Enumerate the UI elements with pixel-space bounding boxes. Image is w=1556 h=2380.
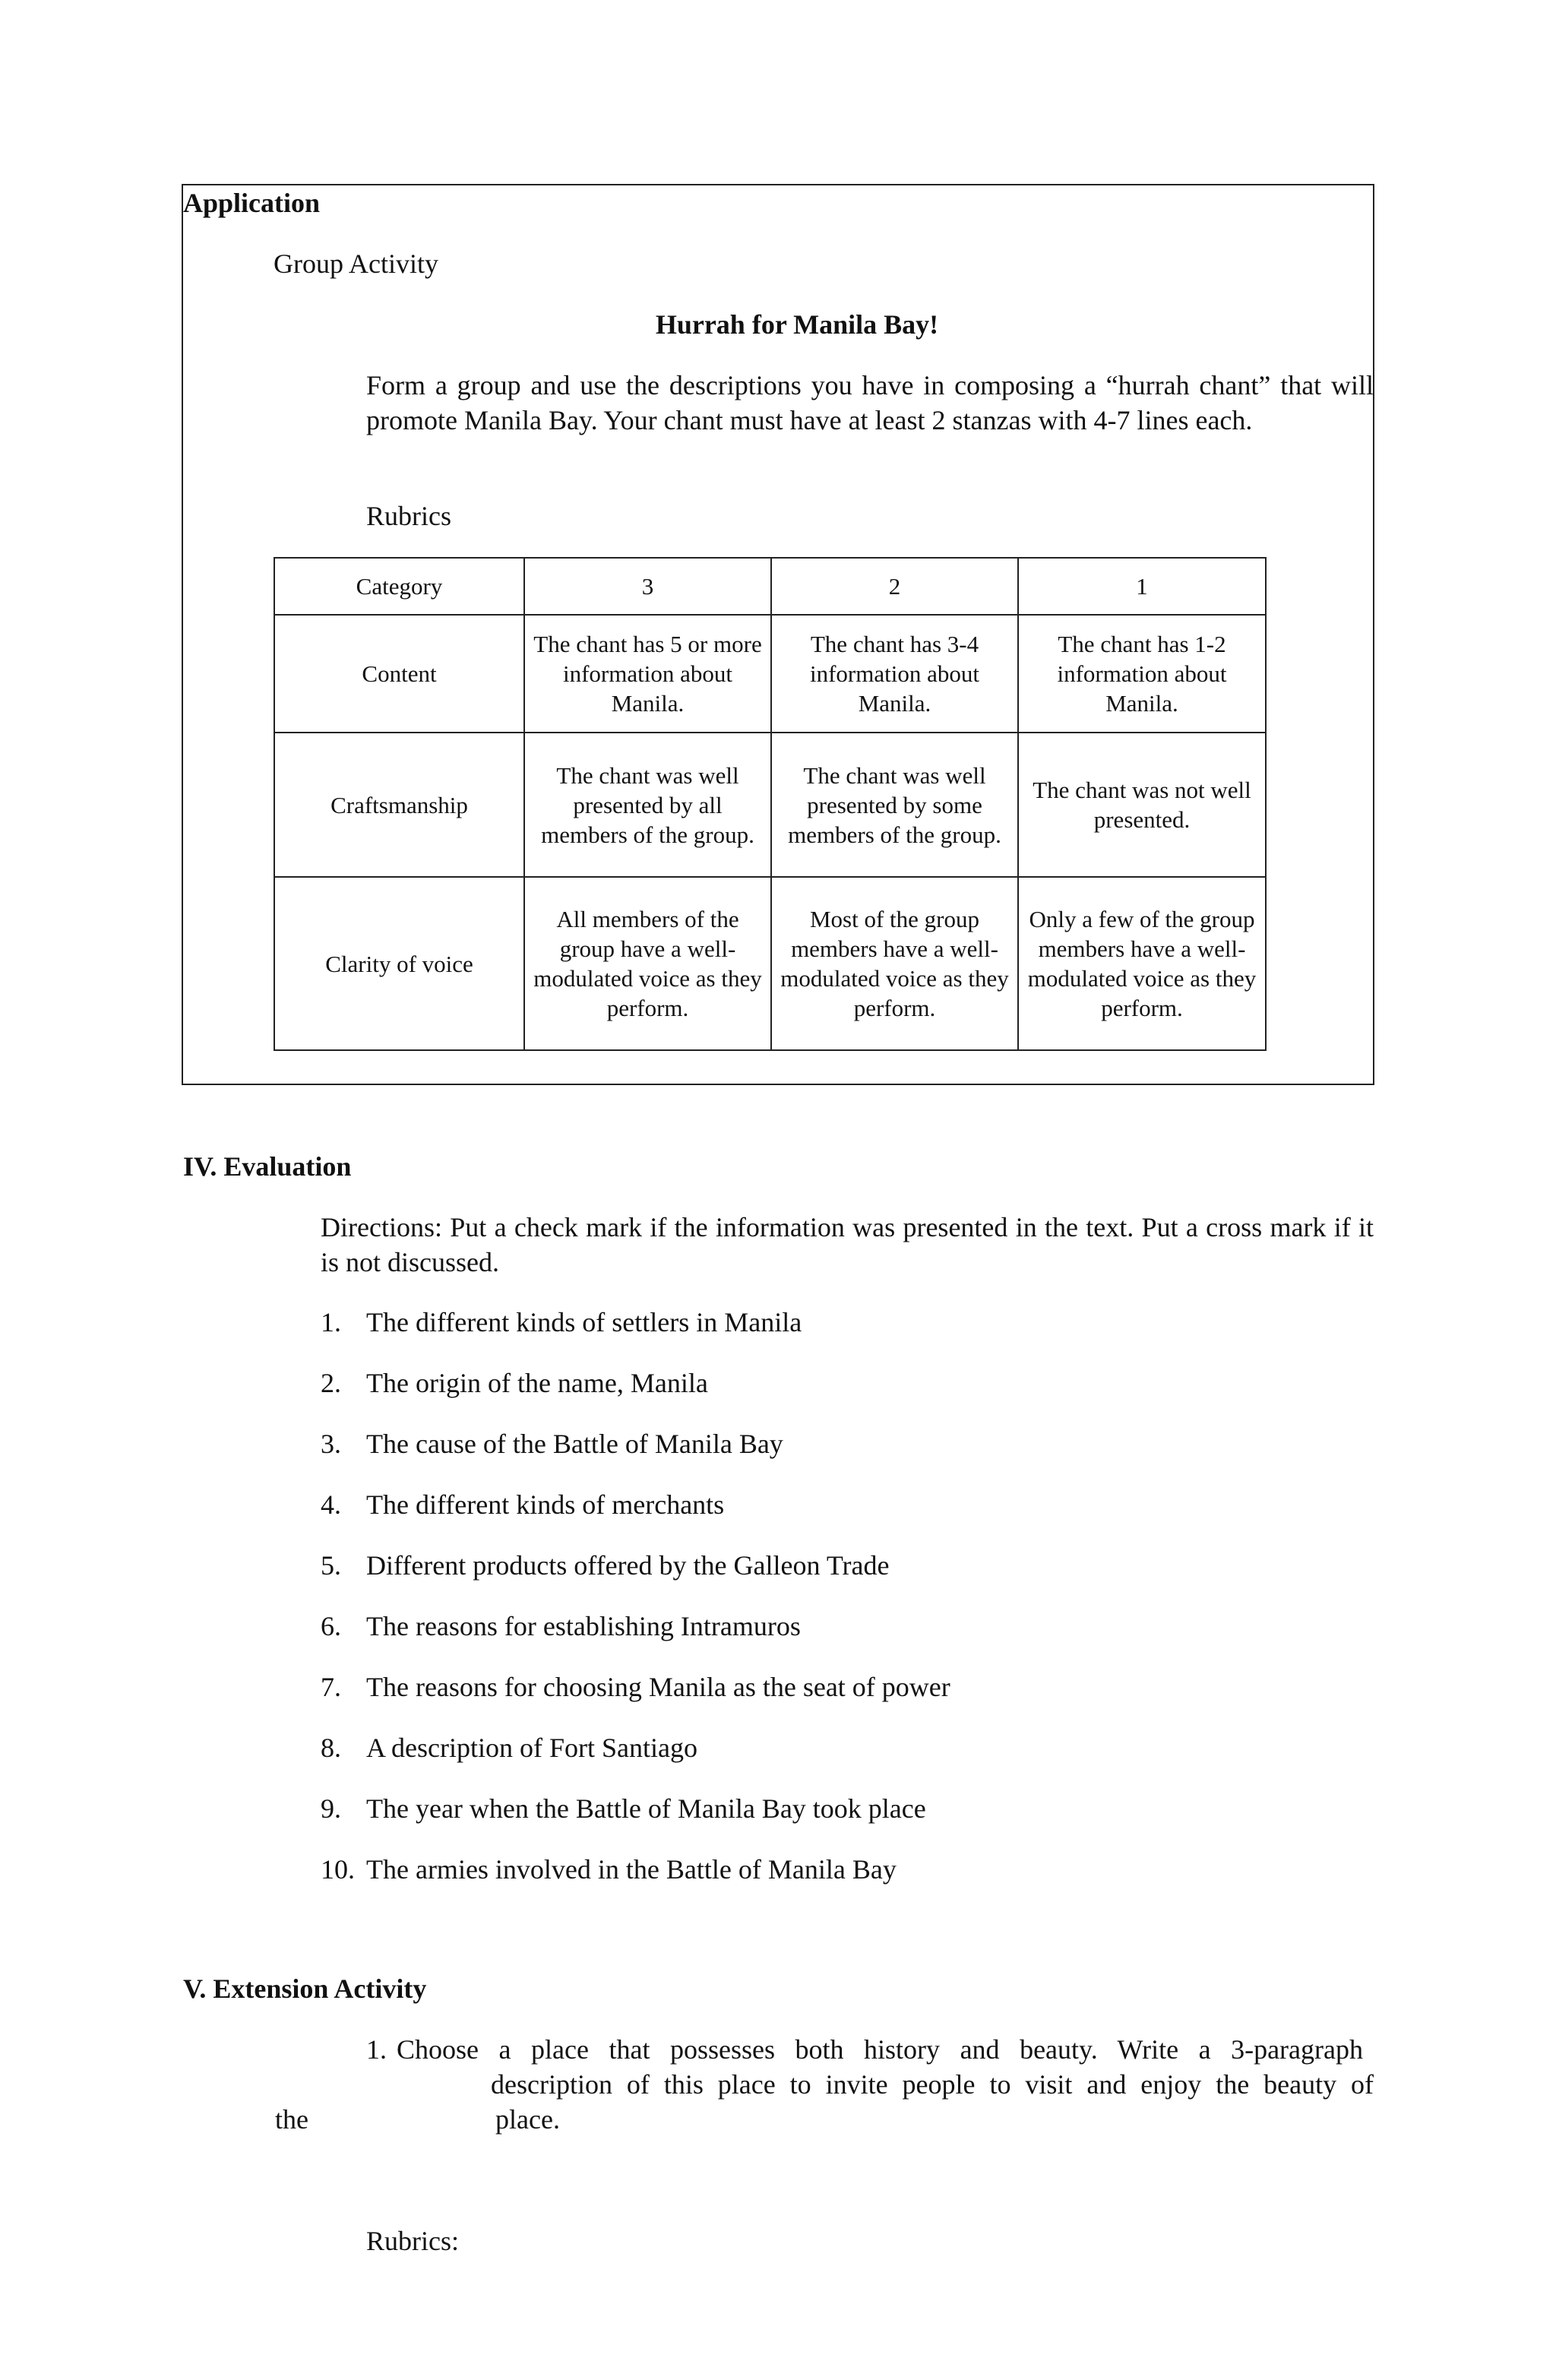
extension-line-1: Choose a place that possesses both history and beauty. Write a 3-paragraph (397, 2034, 1363, 2065)
evaluation-directions: Directions: Put a check mark if the information was presented in the text. Put a cross mark if it is not discussed. (321, 1212, 1374, 1277)
extension-rubrics-label: Rubrics: (366, 2226, 459, 2256)
item-number: 6. (321, 1611, 341, 1641)
activity-instructions: Form a group and use the descriptions you have in composing a “hurrah chant” that will promote Manila Bay. Your chant must have at least 2 stanzas with 4-7 lines each. (366, 370, 1374, 435)
item-number: 4. (321, 1489, 341, 1520)
rubric-cell: Most of the group members have a well-modulated voice as they perform. (771, 877, 1018, 1050)
list-item (321, 1426, 783, 1461)
rubric-cell: The chant has 5 or more information about Manila. (524, 615, 771, 733)
list-item (321, 1366, 708, 1400)
item-text: The cause of the Battle of Manila Bay (366, 1429, 783, 1459)
category-cell: Clarity of voice (274, 877, 524, 1050)
item-text: A description of Fort Santiago (366, 1733, 697, 1763)
item-text: The armies involved in the Battle of Manila Bay (366, 1854, 897, 1885)
table-header-row (274, 558, 1266, 615)
list-item (321, 1609, 801, 1644)
category-cell: Content (274, 615, 524, 733)
item-text: The different kinds of settlers in Manila (366, 1307, 802, 1337)
list-item (321, 1669, 950, 1704)
table-row (274, 615, 1266, 733)
list-item (321, 1487, 724, 1522)
table-row (274, 733, 1266, 877)
item-text: The reasons for establishing Intramuros (366, 1611, 801, 1641)
item-number: 1. (321, 1307, 341, 1337)
extension-heading: V. Extension Activity (183, 1973, 427, 2004)
item-number: 10. (321, 1854, 355, 1885)
item-number: 7. (321, 1672, 341, 1702)
rubrics-label: Rubrics (366, 501, 451, 531)
rubric-cell: The chant was well presented by some members of the group. (771, 733, 1018, 877)
item-number: 2. (321, 1368, 341, 1398)
list-item (321, 1305, 802, 1340)
extension-line-3-left: the (275, 2104, 308, 2135)
item-number: 9. (321, 1793, 341, 1824)
list-item (321, 1548, 889, 1583)
rubric-table (274, 557, 1267, 1051)
list-item (321, 1730, 697, 1765)
rubric-cell: The chant has 1-2 information about Manila. (1018, 615, 1266, 733)
header-cell-category: Category (274, 558, 524, 615)
item-number: 8. (321, 1733, 341, 1763)
item-text: The reasons for choosing Manila as the seat of power (366, 1672, 950, 1702)
list-item (321, 1791, 926, 1826)
category-cell: Craftsmanship (274, 733, 524, 877)
activity-title: Hurrah for Manila Bay! (655, 309, 939, 340)
table-row (274, 877, 1266, 1050)
rubric-cell: The chant has 3-4 information about Manila. (771, 615, 1018, 733)
item-text: The origin of the name, Manila (366, 1368, 708, 1398)
item-text: The year when the Battle of Manila Bay took place (366, 1793, 926, 1824)
extension-item-number: 1. (366, 2034, 387, 2065)
rubric-cell: Only a few of the group members have a well-modulated voice as they perform. (1018, 877, 1266, 1050)
extension-line-3-right: place. (495, 2104, 560, 2135)
extension-line-2: description of this place to invite people to visit and enjoy the beauty of (491, 2069, 1374, 2100)
header-cell-score-1: 1 (1018, 558, 1266, 615)
item-number: 3. (321, 1429, 341, 1459)
header-cell-score-2: 2 (771, 558, 1018, 615)
rubric-cell: All members of the group have a well-modulated voice as they perform. (524, 877, 771, 1050)
evaluation-heading: IV. Evaluation (183, 1151, 352, 1182)
list-item (321, 1852, 897, 1887)
header-cell-score-3: 3 (524, 558, 771, 615)
item-text: Different products offered by the Galleon Trade (366, 1550, 890, 1581)
item-text: The different kinds of merchants (366, 1489, 725, 1520)
rubric-cell: The chant was well presented by all members of the group. (524, 733, 771, 877)
item-number: 5. (321, 1550, 341, 1581)
group-activity-label: Group Activity (274, 248, 438, 279)
application-heading: Application (183, 188, 321, 218)
rubric-cell: The chant was not well presented. (1018, 733, 1266, 877)
